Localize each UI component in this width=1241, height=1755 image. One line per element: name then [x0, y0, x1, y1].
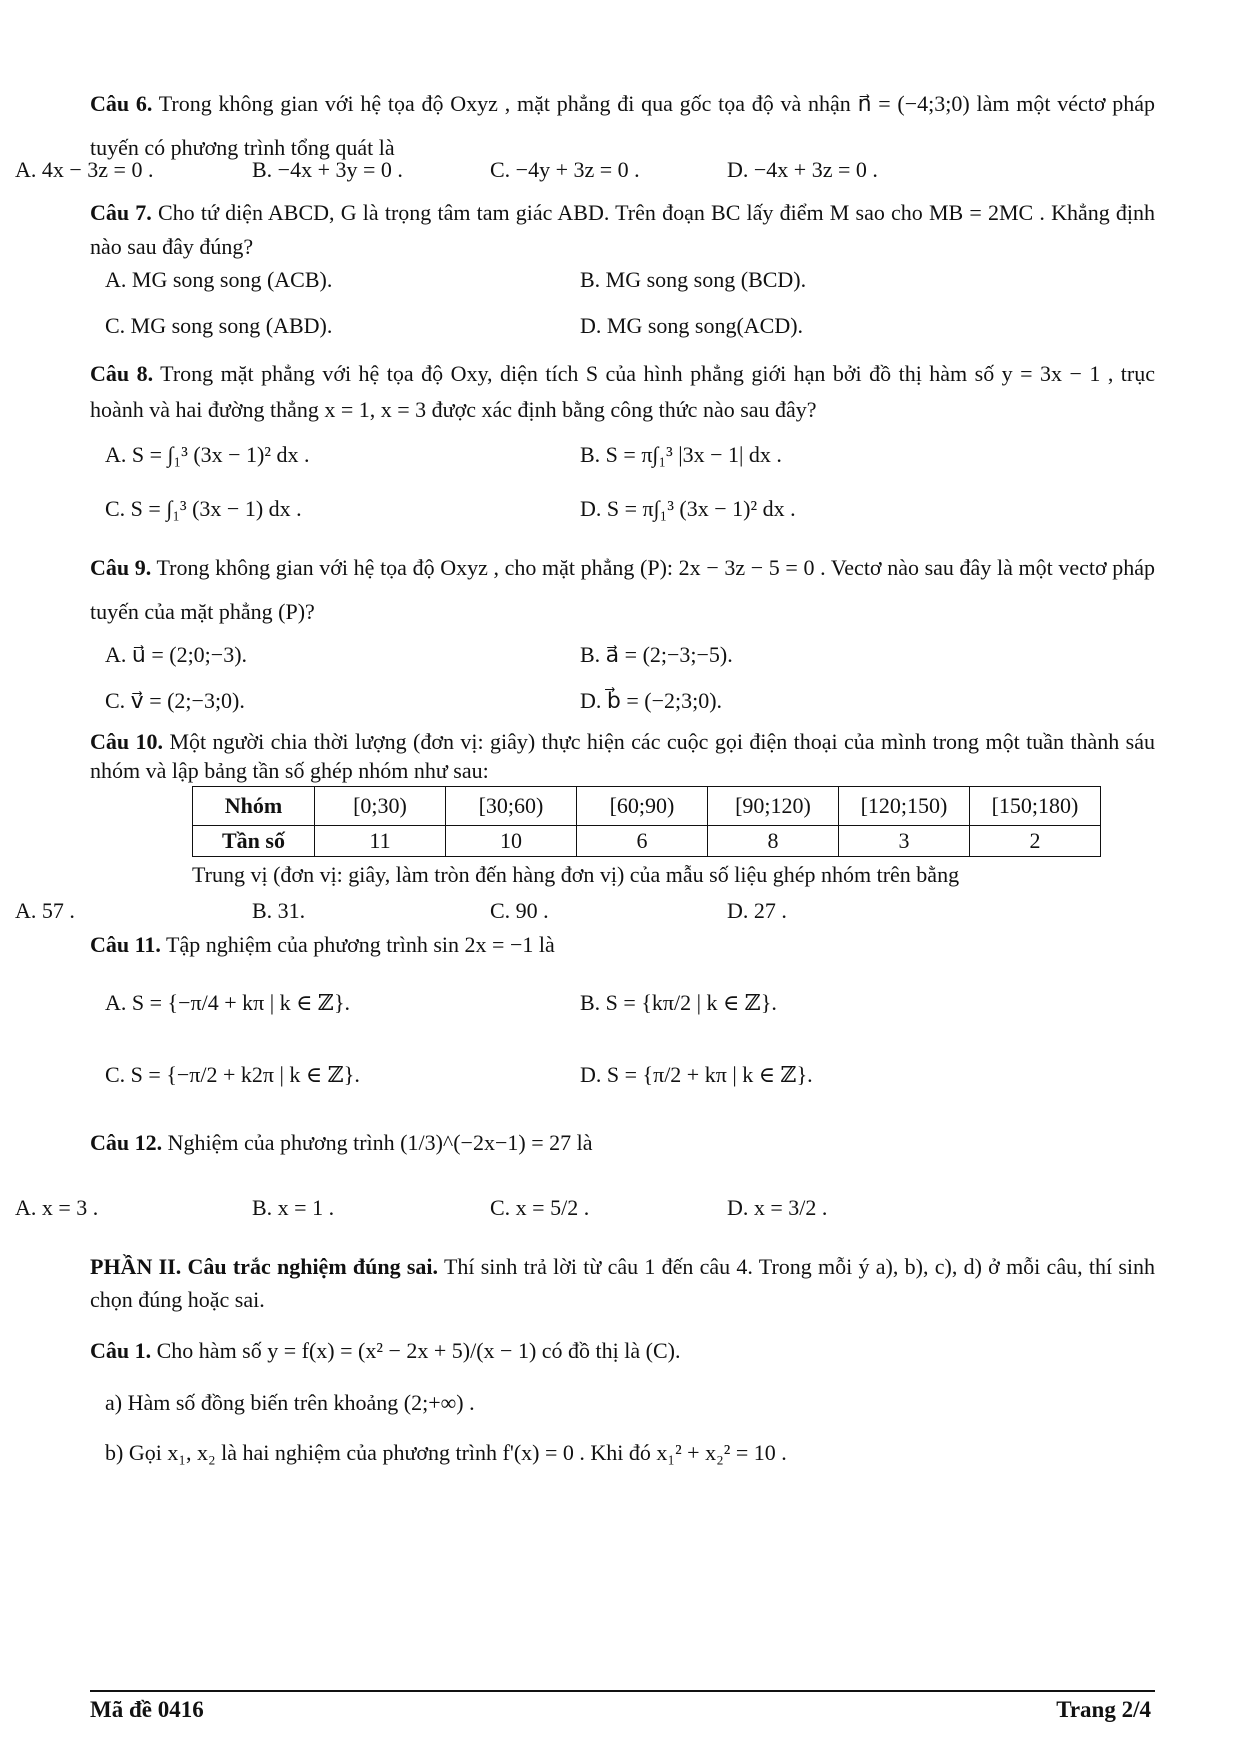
- question-9: [90, 546, 1155, 634]
- question-label: Câu 11.: [90, 932, 161, 957]
- question-label: Câu 8.: [90, 361, 154, 386]
- answer-c[interactable]: C. v⃗ = (2;−3;0).: [105, 688, 245, 713]
- answer-d[interactable]: D. MG song song(ACD).: [580, 313, 804, 338]
- table-cell: [120;150): [839, 787, 970, 826]
- question-label: Câu 10.: [90, 729, 164, 754]
- table-header-label: Nhóm: [193, 787, 315, 826]
- table-cell: 10: [446, 826, 577, 857]
- part-instructions: Thí sinh trả lời từ câu 1 đến câu 4. Trong mỗi ý a), b), c), d) ở mỗi câu, thí sinh chọn đúng hoặc sai.: [90, 1254, 1156, 1312]
- question-7: [90, 196, 1155, 264]
- question-label: Câu 9.: [90, 555, 152, 580]
- question-10-after: [192, 860, 1152, 890]
- table-cell: [60;90): [577, 787, 708, 826]
- question-body: Trong không gian với hệ tọa độ Oxyz , cho mặt phẳng (P): 2x − 3z − 5 = 0 . Vectơ nào sau đây là một vectơ pháp tuyến của mặt phẳng (P)?: [90, 555, 1156, 624]
- question-label: Câu 12.: [90, 1130, 163, 1155]
- question-11-text: [90, 930, 1155, 960]
- answer-a[interactable]: A. 57 .: [15, 898, 75, 923]
- page-number: Trang 2/4: [1056, 1697, 1151, 1722]
- answers-7: [90, 265, 1155, 345]
- answers-10: [0, 896, 1065, 928]
- answer-b[interactable]: B. a⃗ = (2;−3;−5).: [580, 642, 733, 667]
- answers-12: [0, 1193, 1065, 1225]
- table-cell: [30;60): [446, 787, 577, 826]
- answer-a[interactable]: A. 4x − 3z = 0 .: [15, 157, 154, 182]
- part-2: [90, 1250, 1155, 1316]
- table-cell: 8: [708, 826, 839, 857]
- question-10-text: [90, 727, 1155, 785]
- question-body: Nghiệm của phương trình (1/3)^(−2x−1) = 27 là: [167, 1130, 593, 1155]
- part-2-question-1: [90, 1336, 1155, 1366]
- answer-b[interactable]: B. MG song song (BCD).: [580, 267, 807, 292]
- answer-c[interactable]: C. MG song song (ABD).: [105, 313, 333, 338]
- question-body: Cho hàm số y = f(x) = (x² − 2x + 5)/(x − 1) có đồ thị là (C).: [156, 1338, 681, 1363]
- question-10: [90, 727, 1155, 785]
- exam-code: Mã đề 0416: [90, 1697, 204, 1722]
- question-11: [90, 930, 1155, 960]
- table-row-label: Tần số: [193, 826, 315, 857]
- answers-8: [90, 440, 1155, 540]
- question-7-text: [90, 196, 1155, 264]
- part-2-text: [90, 1250, 1155, 1316]
- answers-9: [90, 640, 1155, 720]
- statement-a-text: a) Hàm số đồng biến trên khoảng (2;+∞) .: [105, 1390, 475, 1415]
- question-body: Tập nghiệm của phương trình sin 2x = −1 là: [166, 932, 555, 957]
- part-heading: PHẦN II. Câu trắc nghiệm đúng sai.: [90, 1254, 439, 1279]
- question-body: Một người chia thời lượng (đơn vị: giây) thực hiện các cuộc gọi điện thoại của mình trong một tuần thành sáu nhóm và lập bảng tần số ghép nhóm như sau:: [90, 729, 1156, 783]
- answer-d[interactable]: D. 27 .: [727, 898, 787, 923]
- question-12: [90, 1128, 1155, 1158]
- table-cell: [150;180): [970, 787, 1101, 826]
- answer-c[interactable]: C. x = 5/2 .: [490, 1195, 590, 1220]
- table-cell: [0;30): [315, 787, 446, 826]
- question-label: Câu 7.: [90, 200, 152, 225]
- question-12-text: [90, 1128, 1155, 1158]
- question-body: Trong không gian với hệ tọa độ Oxyz , mặt phẳng đi qua gốc tọa độ và nhận n⃗ = (−4;3;0) làm một véctơ pháp tuyến có phương trình tổng quát là: [90, 91, 1155, 160]
- footer-divider: [90, 1690, 1155, 1692]
- question-label: Câu 1.: [90, 1338, 152, 1363]
- part-2-question-1-text: [90, 1336, 1155, 1366]
- answer-a[interactable]: A. S = {−π/4 + kπ | k ∈ ℤ}.: [105, 990, 351, 1015]
- answer-a[interactable]: A. x = 3 .: [15, 1195, 99, 1220]
- answer-d[interactable]: D. x = 3/2 .: [727, 1195, 828, 1220]
- answer-d[interactable]: D. b⃗ = (−2;3;0).: [580, 688, 723, 713]
- answers-11: [90, 980, 1155, 1100]
- answer-b[interactable]: B. −4x + 3y = 0 .: [252, 157, 403, 182]
- answers-6: [0, 155, 1065, 187]
- frequency-table-wrap: [90, 786, 1155, 866]
- question-label: Câu 6.: [90, 91, 153, 116]
- table-row: [193, 826, 1101, 857]
- answer-b[interactable]: B. x = 1 .: [252, 1195, 335, 1220]
- answer-b[interactable]: B. 31.: [252, 898, 306, 923]
- statement-b[interactable]: [105, 1438, 1170, 1468]
- question-8: [90, 356, 1155, 428]
- table-row: [193, 787, 1101, 826]
- statement-b-text: b) Gọi x₁, x₂ là hai nghiệm của phương trình f'(x) = 0 . Khi đó x₁² + x₂² = 10 .: [105, 1440, 787, 1465]
- answer-b[interactable]: B. S = {kπ/2 | k ∈ ℤ}.: [580, 990, 777, 1015]
- answer-d[interactable]: D. −4x + 3z = 0 .: [727, 157, 878, 182]
- answer-d[interactable]: D. S = {π/2 + kπ | k ∈ ℤ}.: [580, 1062, 813, 1087]
- answer-c[interactable]: C. 90 .: [490, 898, 549, 923]
- question-9-text: [90, 546, 1155, 634]
- table-cell: 3: [839, 826, 970, 857]
- statement-a[interactable]: [105, 1388, 1170, 1418]
- question-body: Cho tứ diện ABCD, G là trọng tâm tam giác ABD. Trên đoạn BC lấy điểm M sao cho MB = 2MC . Khẳng định nào sau đây đúng?: [90, 200, 1156, 259]
- frequency-table: [192, 786, 1101, 857]
- question-body: Trong mặt phẳng với hệ tọa độ Oxy, diện tích S của hình phẳng giới hạn bởi đồ thị hàm số y = 3x − 1 , trục hoành và hai đường thẳng x = 1, x = 3 được xác định bằng công thức nào sau đây?: [90, 361, 1155, 422]
- question-body: Trung vị (đơn vị: giây, làm tròn đến hàng đơn vị) của mẫu số liệu ghép nhóm trên bằng: [192, 862, 960, 887]
- answer-a[interactable]: A. S = ∫₁³ (3x − 1)² dx .: [105, 442, 310, 467]
- answer-a[interactable]: A. MG song song (ACB).: [105, 267, 333, 292]
- table-cell: 2: [970, 826, 1101, 857]
- answer-b[interactable]: B. S = π∫₁³ |3x − 1| dx .: [580, 442, 782, 467]
- table-cell: 11: [315, 826, 446, 857]
- question-8-text: [90, 356, 1155, 428]
- answer-c[interactable]: C. −4y + 3z = 0 .: [490, 157, 640, 182]
- table-cell: 6: [577, 826, 708, 857]
- answer-c[interactable]: C. S = ∫₁³ (3x − 1) dx .: [105, 496, 302, 521]
- answer-d[interactable]: D. S = π∫₁³ (3x − 1)² dx .: [580, 496, 796, 521]
- table-cell: [90;120): [708, 787, 839, 826]
- answer-a[interactable]: A. u⃗ = (2;0;−3).: [105, 642, 248, 667]
- answer-c[interactable]: C. S = {−π/2 + k2π | k ∈ ℤ}.: [105, 1062, 360, 1087]
